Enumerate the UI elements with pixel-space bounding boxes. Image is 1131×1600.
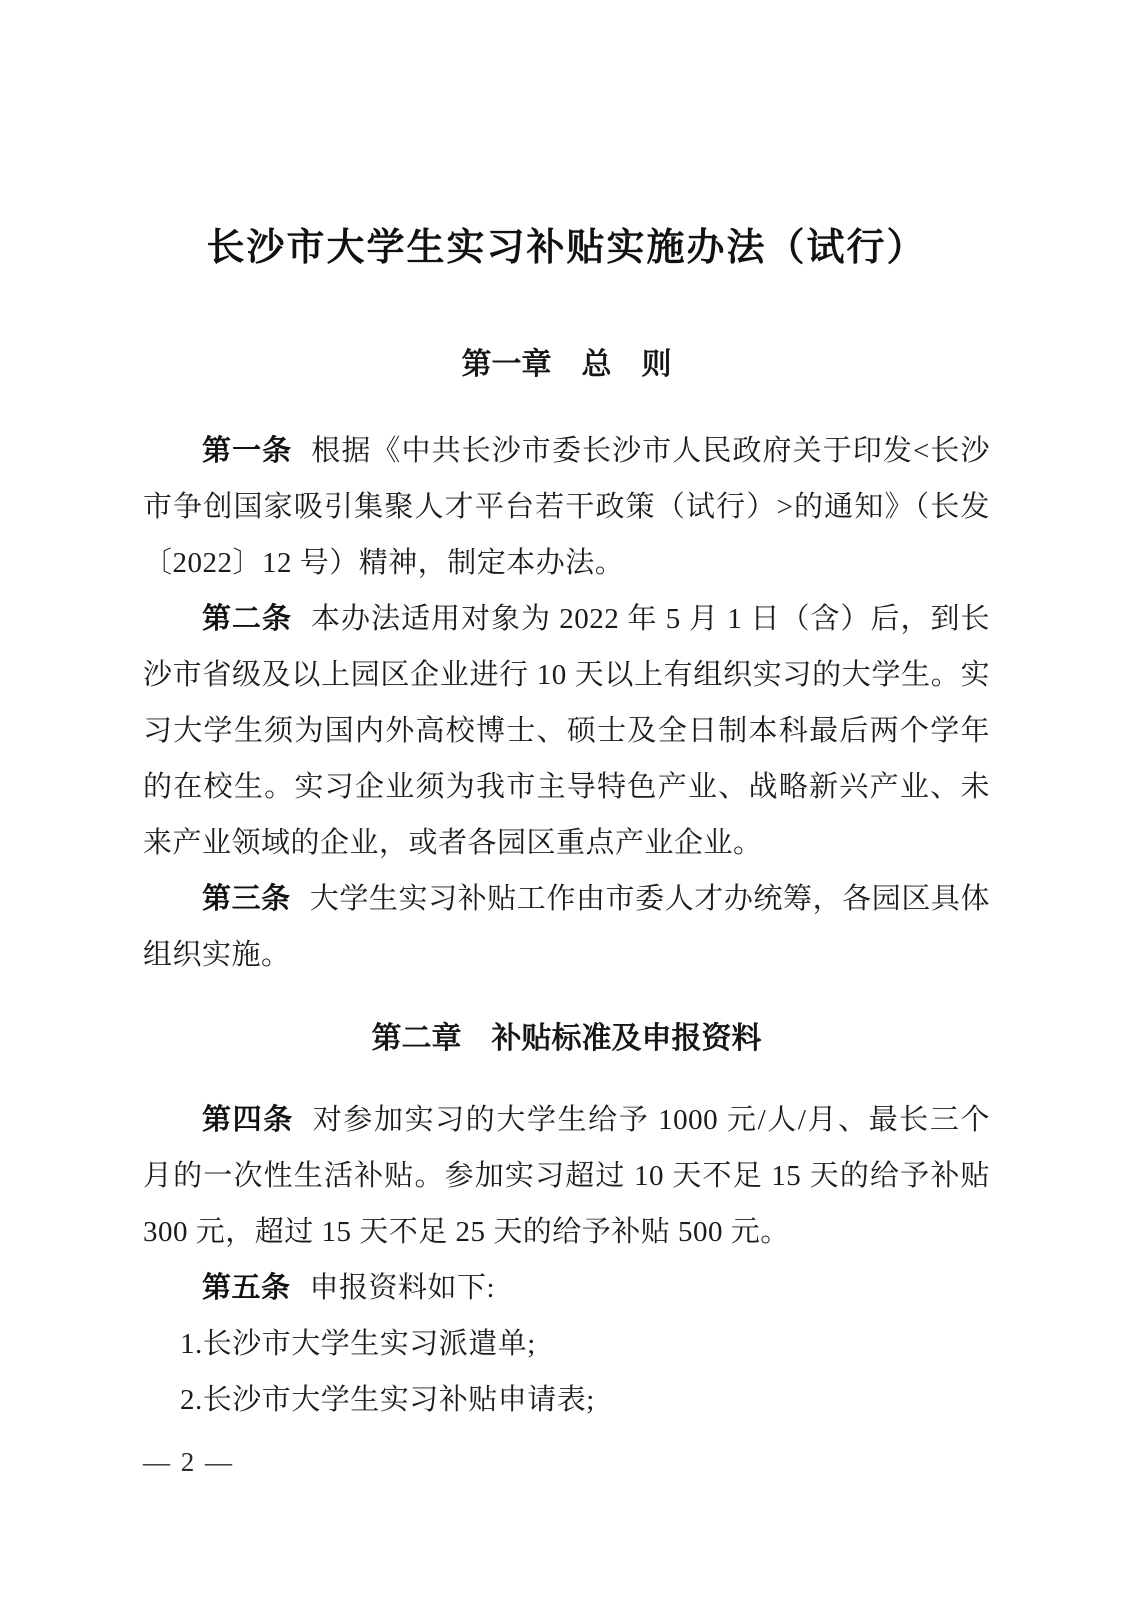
article-2-label: 第二条 [202,603,292,635]
list-item-1: 1.长沙市大学生实习派遣单; [180,1328,536,1360]
article-4-label: 第四条 [202,1104,294,1136]
chapter-2-articles [143,1092,990,1428]
article-1-text: 根据《中共长沙市委长沙市人民政府关于印发<长沙市争创国家吸引集聚人才平台若干政策（试行）>的通知》（长发〔2022〕12 号）精神，制定本办法。 [143,435,990,579]
article-3-label: 第三条 [202,883,291,915]
article-3 [143,871,990,983]
article-2-text: 本办法适用对象为 2022 年 5 月 1 日（含）后，到长沙市省级及以上园区企业进行 10 天以上有组织实习的大学生。实习大学生须为国内外高校博士、硕士及全日制本科最后两个学年的在校生。实习企业须为我市主导特色产业、战略新兴产业、未来产业领域的企业，或者各园区重点产业企业。 [143,603,990,859]
chapter-2-heading: 第二章 补贴标准及申报资料 [371,1022,762,1055]
article-4 [143,1092,990,1260]
document-title: 长沙市大学生实习补贴实施办法（试行） [206,227,927,269]
chapter-1-articles [143,423,990,983]
article-1 [143,423,990,591]
article-5-text: 申报资料如下: [309,1272,496,1304]
article-2 [143,591,990,871]
article-3-text: 大学生实习补贴工作由市委人才办统筹，各园区具体组织实施。 [143,883,990,971]
chapter-1-heading: 第一章 总 则 [461,348,672,381]
article-4-text: 对参加实习的大学生给予 1000 元/人/月、最长三个月的一次性生活补贴。参加实习超过 10 天不足 15 天的给予补贴 300 元，超过 15 天不足 25 天的给予补贴 500 元。 [143,1104,990,1248]
article-5 [143,1260,990,1316]
article-5-label: 第五条 [202,1272,291,1304]
page-number: — 2 — [143,1447,234,1477]
list-item-2: 2.长沙市大学生实习补贴申请表; [180,1384,595,1416]
article-1-label: 第一条 [202,435,293,467]
